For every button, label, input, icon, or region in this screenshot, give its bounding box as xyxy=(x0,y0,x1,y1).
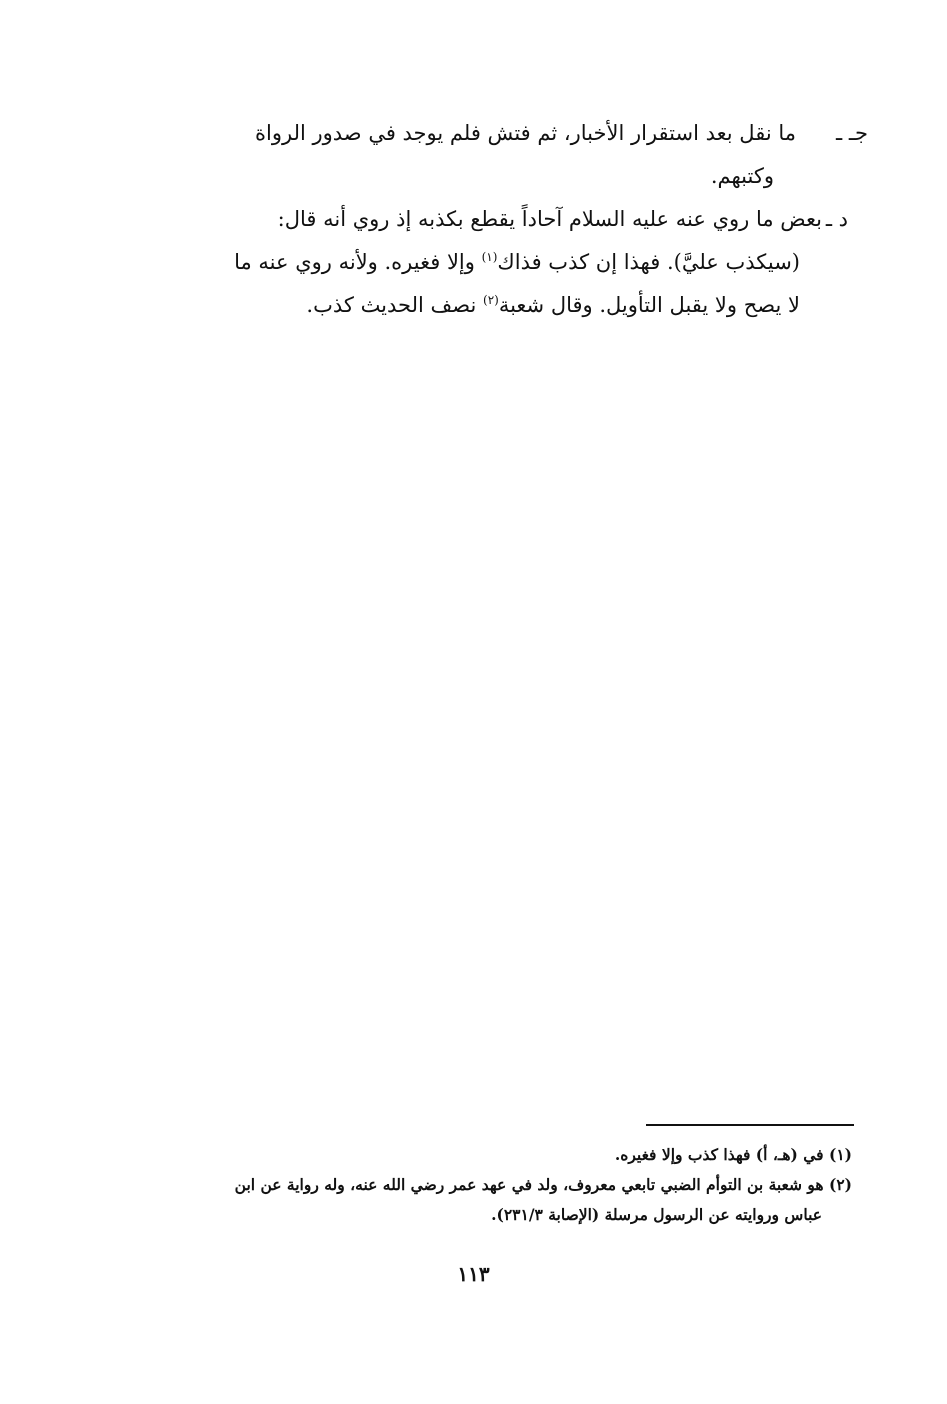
paragraph-marker-jim: جـ ـ xyxy=(836,121,868,145)
paragraph-dal-line-3-part-a: لا يصح ولا يقبل التأويل. وقال شعبة xyxy=(498,293,800,317)
footnotes-block xyxy=(160,1140,852,1230)
footnote-2-line-2: عباس وروايته عن الرسول مرسلة (الإصابة ٢٣١/٣). xyxy=(491,1205,822,1224)
paragraph-dal-line-2-part-a: (سيكذب عليَّ). فهذا إن كذب فذاك xyxy=(497,250,800,274)
footnote-2 xyxy=(160,1170,852,1230)
paragraph-jim-line-2: وكتبهم. xyxy=(710,164,774,188)
paragraph-dal-line-3 xyxy=(150,284,822,327)
footnote-2-line-1: (٢) هو شعبة بن التوأم الضبي تابعي معروف، ولد في عهد عمر رضي الله عنه، وله رواية عن ابن xyxy=(234,1175,852,1194)
paragraph-dal-line-2 xyxy=(150,241,822,284)
footnote-reference-2[interactable]: (٢) xyxy=(483,293,499,307)
page-number: ١١٣ xyxy=(457,1262,490,1286)
paragraph-dal-line-2-part-b: وإلا فغيره. ولأنه روي عنه ما xyxy=(234,250,475,274)
paragraph-dal xyxy=(150,198,848,327)
footnote-1: (١) في (هـ، أ) فهذا كذب وإلا فغيره. xyxy=(614,1145,852,1164)
footnote-divider xyxy=(646,1124,854,1126)
paragraph-marker-dal: د ـ xyxy=(825,207,848,231)
paragraph-dal-line-1: بعض ما روي عنه عليه السلام آحاداً يقطع بكذبه إذ روي أنه قال: xyxy=(277,207,822,231)
paragraph-jim-line-1: ما نقل بعد استقرار الأخبار، ثم فتش فلم يوجد في صدور الرواة xyxy=(255,121,796,145)
paragraph-jim xyxy=(150,112,868,198)
main-text-block xyxy=(150,112,868,327)
footnote-reference-1[interactable]: (١) xyxy=(481,250,498,264)
paragraph-dal-line-3-part-b: نصف الحديث كذب. xyxy=(306,293,477,317)
